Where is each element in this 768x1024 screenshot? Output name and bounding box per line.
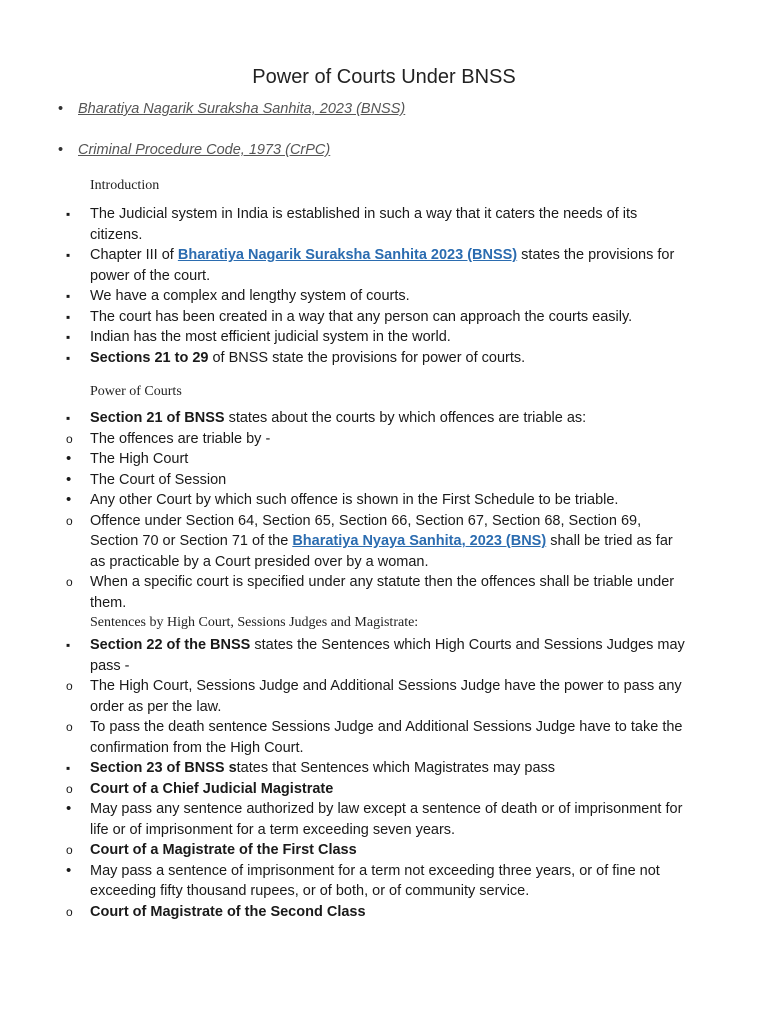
introduction-list — [0, 204, 768, 368]
list-item-text: states about the courts by which offences are triable as: — [224, 410, 587, 426]
circle-bullet-icon — [66, 840, 80, 861]
list-item-text: The Judicial system in India is established in such a way that it caters the needs of its citizens. — [90, 206, 638, 243]
square-bullet-icon — [66, 408, 80, 429]
list-item — [0, 779, 768, 800]
list-item-text: The High Court — [90, 451, 189, 467]
list-item-text: tates that Sentences which Magistrates may pass — [236, 760, 556, 776]
link-bnss[interactable]: Bharatiya Nagarik Suraksha Sanhita, 2023 (BNSS) — [78, 101, 406, 117]
list-item-text: The court has been created in a way that any person can approach the courts easily. — [90, 308, 633, 325]
list-item — [0, 861, 768, 902]
list-item-text: Chapter III of — [90, 247, 178, 263]
dot-bullet-icon — [66, 799, 80, 820]
list-item — [0, 799, 768, 840]
bullet-icon: • — [58, 101, 64, 117]
list-item-text: shall be tried as far as practicable by a Court presided over by a woman. — [90, 533, 673, 570]
circle-bullet-icon — [66, 902, 80, 923]
list-item-text: When a specific court is specified under any statute then the offences shall be triable under them. — [90, 574, 675, 611]
list-item-text: The High Court, Sessions Judge and Additional Sessions Judge have the power to pass any order as per the law. — [90, 678, 682, 715]
list-item — [0, 676, 768, 717]
circle-bullet-icon — [66, 717, 80, 738]
list-item — [0, 286, 768, 307]
list-item — [0, 307, 768, 328]
list-item — [0, 327, 768, 348]
list-item — [0, 470, 768, 491]
list-item-text: The Court of Session — [90, 471, 227, 488]
list-item-text: To pass the death sentence Sessions Judge and Additional Sessions Judge have to take the confirmation from the High Court. — [90, 719, 683, 756]
square-bullet-icon — [66, 327, 80, 348]
list-item — [0, 348, 768, 369]
bold-text: Section 21 of BNSS — [90, 410, 225, 426]
square-bullet-icon — [66, 635, 80, 656]
list-item — [0, 572, 768, 613]
list-item-text: states the Sentences which High Courts and Sessions Judges may pass - — [90, 637, 685, 674]
list-item — [0, 204, 768, 245]
list-item — [0, 717, 768, 758]
link-bnss-inline[interactable]: Bharatiya Nagarik Suraksha Sanhita 2023 (BNSS) — [177, 247, 518, 263]
dot-bullet-icon — [66, 449, 80, 470]
list-item — [0, 429, 768, 450]
bold-text: Section 22 of the BNSS — [90, 637, 251, 653]
bullet-icon: • — [58, 142, 64, 158]
dot-bullet-icon — [66, 470, 80, 491]
top-link-item-crpc — [58, 142, 330, 158]
list-item — [0, 902, 768, 923]
list-item — [0, 840, 768, 861]
circle-bullet-icon — [66, 779, 80, 800]
list-item — [0, 758, 768, 779]
list-item-text: states the provisions for power of the court. — [90, 247, 675, 284]
list-item-text: We have a complex and lengthy system of courts. — [90, 288, 410, 304]
bold-text: Sections 21 to 29 — [90, 349, 209, 366]
bold-text: Court of Magistrate of the Second Class — [90, 903, 366, 920]
list-item-text: May pass a sentence of imprisonment for a term not exceeding three years, or of fine not exceeding fifty thousand rupees, or of both, or of community service. — [90, 862, 660, 899]
sentences-list — [0, 635, 768, 922]
circle-bullet-icon — [66, 676, 80, 697]
circle-bullet-icon — [66, 572, 80, 593]
heading-sentences: Sentences by High Court, Sessions Judges and Magistrate: — [90, 615, 419, 630]
dot-bullet-icon — [66, 490, 80, 511]
top-link-item-bnss — [58, 101, 405, 117]
heading-power-of-courts: Power of Courts — [90, 384, 182, 399]
list-item — [0, 490, 768, 511]
list-item — [0, 245, 768, 286]
square-bullet-icon — [66, 307, 80, 328]
list-item-text: Offence under Section 64, Section 65, Section 66, Section 67, Section 68, Section 69, Section 70 or Section 71 of the — [90, 512, 642, 549]
page-title: Power of Courts Under BNSS — [252, 66, 516, 88]
link-crpc[interactable]: Criminal Procedure Code, 1973 (CrPC) — [78, 142, 331, 158]
list-item — [0, 635, 768, 676]
square-bullet-icon — [66, 204, 80, 225]
bold-text: Court of a Chief Judicial Magistrate — [90, 780, 334, 797]
square-bullet-icon — [66, 286, 80, 307]
list-item-text: of BNSS state the provisions for power of courts. — [208, 349, 526, 366]
list-item-text: The offences are triable by - — [90, 430, 271, 447]
dot-bullet-icon — [66, 861, 80, 882]
square-bullet-icon — [66, 245, 80, 266]
link-bns-inline[interactable]: Bharatiya Nyaya Sanhita, 2023 (BNS) — [292, 533, 547, 549]
list-item-text: Any other Court by which such offence is shown in the First Schedule to be triable. — [90, 492, 619, 508]
bold-text: Section 23 of BNSS s — [90, 760, 237, 776]
power-list — [0, 408, 768, 613]
list-item — [0, 511, 768, 573]
list-item-text: May pass any sentence authorized by law except a sentence of death or of imprisonment for life or of imprisonment for a term exceeding seven years. — [90, 801, 683, 838]
circle-bullet-icon — [66, 511, 80, 532]
list-item — [0, 449, 768, 470]
list-item-text: Indian has the most efficient judicial system in the world. — [90, 329, 451, 345]
list-item — [0, 408, 768, 429]
square-bullet-icon — [66, 348, 80, 369]
square-bullet-icon — [66, 758, 80, 779]
heading-introduction: Introduction — [90, 178, 160, 193]
circle-bullet-icon — [66, 429, 80, 450]
bold-text: Court of a Magistrate of the First Class — [90, 842, 357, 858]
